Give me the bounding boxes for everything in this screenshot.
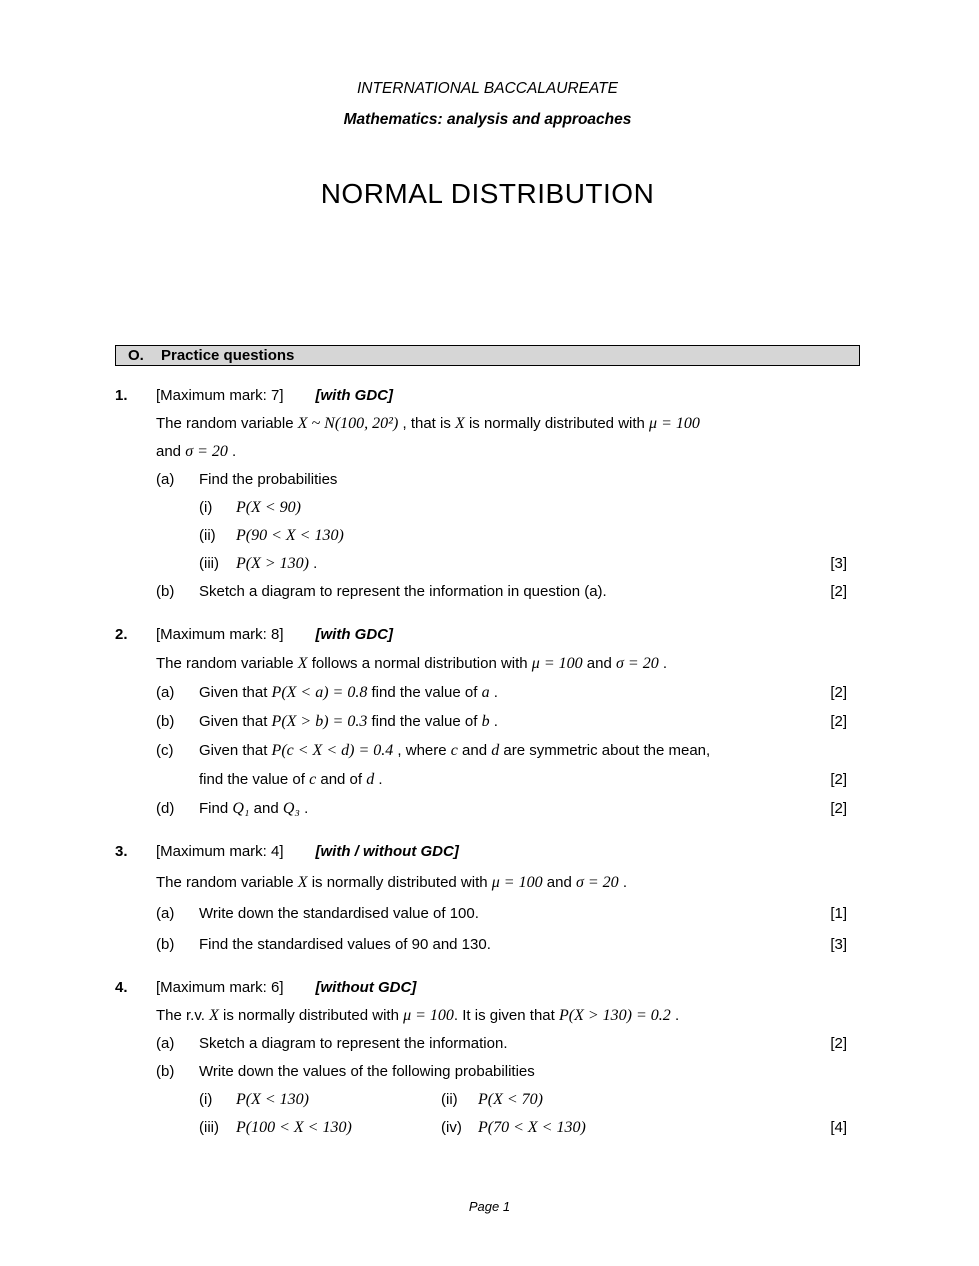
subpart-label: (iii): [199, 1119, 219, 1136]
row-content: [156, 625, 814, 644]
text-segment: follows a normal distribution with: [307, 655, 532, 672]
mark-value: [1]: [830, 905, 847, 922]
text-segment: find the value of: [367, 684, 482, 701]
row-content: [199, 712, 814, 731]
subpart-label: (i): [199, 499, 213, 516]
part-label: (b): [156, 713, 175, 730]
gdc-tag: [with GDC]: [315, 387, 393, 404]
question-row: [115, 978, 860, 997]
math-expression: P(X > b) = 0.3: [271, 713, 368, 730]
course-line: Mathematics: analysis and approaches: [343, 111, 632, 128]
question-block: [115, 842, 860, 954]
mark-value: [2]: [830, 800, 847, 817]
math-expression: σ = 20: [616, 655, 659, 672]
text-segment: , that is: [398, 415, 456, 432]
text-segment: Find: [199, 800, 233, 817]
gdc-tag: [with GDC]: [315, 626, 393, 643]
question-row: [115, 873, 860, 892]
math-expression: c: [450, 742, 458, 759]
subpart-label: (i): [199, 1091, 213, 1108]
row-content: [156, 1006, 814, 1025]
row-content: [199, 1034, 814, 1053]
question-block: [115, 625, 860, 818]
text-segment: The r.v.: [156, 1007, 210, 1024]
row-content: [156, 654, 814, 673]
text-segment: is normally distributed with: [218, 1007, 404, 1024]
question-row: [115, 1090, 860, 1109]
text-segment: and: [542, 874, 576, 891]
text-segment: find the value of: [367, 713, 482, 730]
math-expression: d: [491, 742, 500, 759]
page-title: NORMAL DISTRIBUTION: [320, 178, 655, 209]
text-segment: The random variable: [156, 655, 298, 672]
math-expression: Q₁: [232, 800, 250, 817]
part-label: (a): [156, 471, 175, 488]
math-expression: a: [481, 684, 490, 701]
question-block: [115, 386, 860, 601]
row-content: [199, 470, 814, 489]
row-content: [236, 498, 814, 517]
section-header-bar: [115, 345, 860, 366]
mark-value: [2]: [830, 684, 847, 701]
text-segment: Find the probabilities: [199, 471, 338, 488]
section-label: O.: [128, 347, 144, 364]
text-segment: .: [618, 874, 627, 891]
text-segment: and: [156, 443, 186, 460]
part-label: (a): [156, 905, 175, 922]
question-row: [115, 904, 860, 923]
text-segment: .: [489, 713, 498, 730]
math-expression: P(X > 130) = 0.2: [558, 1007, 671, 1024]
math-expression: X: [455, 415, 465, 432]
row-content: [199, 1062, 814, 1081]
text-segment: .: [299, 800, 309, 817]
part-label: (d): [156, 800, 175, 817]
mark-value: [4]: [830, 1119, 847, 1136]
math-expression: d: [366, 771, 375, 788]
math-expression: P(100 < X < 130): [236, 1119, 352, 1136]
math-expression: μ = 100: [491, 874, 543, 891]
text-segment: .: [309, 555, 318, 572]
question-row: [115, 470, 860, 489]
question-number: 1.: [115, 387, 128, 404]
text-segment: [Maximum mark: 8]: [156, 626, 284, 643]
text-segment: [Maximum mark: 7]: [156, 387, 284, 404]
math-expression: σ = 20: [185, 443, 228, 460]
row-content: [199, 741, 814, 760]
row-content: [199, 683, 814, 702]
question-row: [115, 526, 860, 545]
math-expression: X: [297, 655, 308, 672]
row-content: [156, 386, 814, 405]
question-row: [115, 741, 860, 760]
subpart-label: (iii): [199, 555, 219, 572]
question-row: [115, 386, 860, 405]
math-expression: b: [481, 713, 490, 730]
math-expression: P(X > 130): [236, 555, 309, 572]
question-row: [115, 683, 860, 702]
document-header: [115, 80, 860, 209]
subpart-label: (iv): [441, 1119, 462, 1136]
math-expression: P(X < a) = 0.8: [271, 684, 368, 701]
question-row: [115, 770, 860, 789]
question-number: 4.: [115, 979, 128, 996]
math-expression: P(X < 130): [236, 1091, 309, 1108]
question-row: [115, 1006, 860, 1025]
row-content: [156, 442, 814, 461]
mark-value: [2]: [830, 713, 847, 730]
row-content: [199, 904, 814, 923]
question-row: [115, 582, 860, 601]
text-segment: Write down the values of the following probabilities: [199, 1063, 535, 1080]
math-expression: c: [309, 771, 317, 788]
text-segment: and: [249, 800, 283, 817]
question-block: [115, 978, 860, 1137]
organization-line: INTERNATIONAL BACCALAUREATE: [357, 80, 618, 97]
part-label: (a): [156, 684, 175, 701]
question-row: [115, 712, 860, 731]
text-segment: .: [227, 443, 237, 460]
text-segment: and: [457, 742, 492, 759]
question-row: [115, 654, 860, 673]
text-segment: .: [670, 1007, 680, 1024]
question-row: [115, 414, 860, 433]
row-content: [156, 873, 814, 892]
math-expression: X: [209, 1007, 219, 1024]
page-footer: Page 1: [468, 1199, 511, 1214]
subpart-label: (ii): [441, 1091, 458, 1108]
text-segment: .: [489, 684, 498, 701]
text-segment: Given that: [199, 742, 272, 759]
row-content: [236, 526, 814, 545]
text-segment: is normally distributed with: [307, 874, 492, 891]
math-expression: μ = 100: [649, 415, 700, 432]
text-segment: Sketch a diagram to represent the information.: [199, 1035, 508, 1052]
math-expression: P(X < 70): [478, 1091, 543, 1108]
math-expression: X: [297, 874, 308, 891]
text-segment: . It is given that: [453, 1007, 559, 1024]
math-expression: P(90 < X < 130): [236, 527, 344, 544]
mark-value: [3]: [830, 936, 847, 953]
row-content: [156, 414, 814, 433]
row-content: [156, 978, 814, 997]
text-segment: and of: [316, 771, 367, 788]
text-segment: .: [374, 771, 383, 788]
text-segment: Write down the standardised value of 100.: [199, 905, 479, 922]
row-content: [199, 935, 814, 954]
math-expression: μ = 100: [403, 1007, 454, 1024]
mark-value: [2]: [830, 1035, 847, 1052]
part-label: (b): [156, 936, 175, 953]
question-number: 2.: [115, 626, 128, 643]
question-row: [115, 935, 860, 954]
gdc-tag: [with / without GDC]: [315, 843, 459, 860]
mark-value: [2]: [830, 583, 847, 600]
text-segment: Given that: [199, 684, 272, 701]
question-row: [115, 1034, 860, 1053]
part-label: (c): [156, 742, 174, 759]
text-segment: [Maximum mark: 4]: [156, 843, 284, 860]
row-content: [236, 1090, 814, 1109]
text-segment: Sketch a diagram to represent the information in question (a).: [199, 583, 607, 600]
text-segment: .: [658, 655, 668, 672]
mark-value: [3]: [830, 555, 847, 572]
question-row: [115, 442, 860, 461]
mark-value: [2]: [830, 771, 847, 788]
math-expression: P(X < 90): [236, 499, 301, 516]
text-segment: , where: [393, 742, 451, 759]
text-segment: and: [582, 655, 616, 672]
row-content: [199, 582, 814, 601]
text-segment: [Maximum mark: 6]: [156, 979, 284, 996]
text-segment: are symmetric about the mean,: [499, 742, 711, 759]
question-number: 3.: [115, 843, 128, 860]
part-label: (b): [156, 583, 175, 600]
subpart-label: (ii): [199, 527, 216, 544]
math-expression: P(70 < X < 130): [478, 1119, 586, 1136]
math-expression: P(c < X < d) = 0.4: [271, 742, 394, 759]
question-row: [115, 554, 860, 573]
question-row: [115, 1062, 860, 1081]
row-content: [199, 799, 814, 818]
math-expression: X ~ N(100, 20²): [297, 415, 399, 432]
questions: [115, 386, 860, 1137]
question-row: [115, 799, 860, 818]
question-row: [115, 1118, 860, 1137]
section-title: Practice questions: [161, 347, 295, 364]
text-segment: is normally distributed with: [464, 415, 650, 432]
part-label: (a): [156, 1035, 175, 1052]
text-segment: The random variable: [156, 874, 298, 891]
math-expression: μ = 100: [531, 655, 583, 672]
row-content: [236, 554, 814, 573]
row-content: [236, 1118, 814, 1137]
part-label: (b): [156, 1063, 175, 1080]
text-segment: The random variable: [156, 415, 298, 432]
question-row: [115, 625, 860, 644]
row-content: [199, 770, 814, 789]
question-row: [115, 842, 860, 861]
math-expression: Q₃: [282, 800, 300, 817]
row-content: [156, 842, 814, 861]
text-segment: find the value of: [199, 771, 310, 788]
math-expression: σ = 20: [575, 874, 619, 891]
text-segment: Find the standardised values of 90 and 130.: [199, 936, 491, 953]
gdc-tag: [without GDC]: [315, 979, 417, 996]
text-segment: Given that: [199, 713, 272, 730]
question-row: [115, 498, 860, 517]
